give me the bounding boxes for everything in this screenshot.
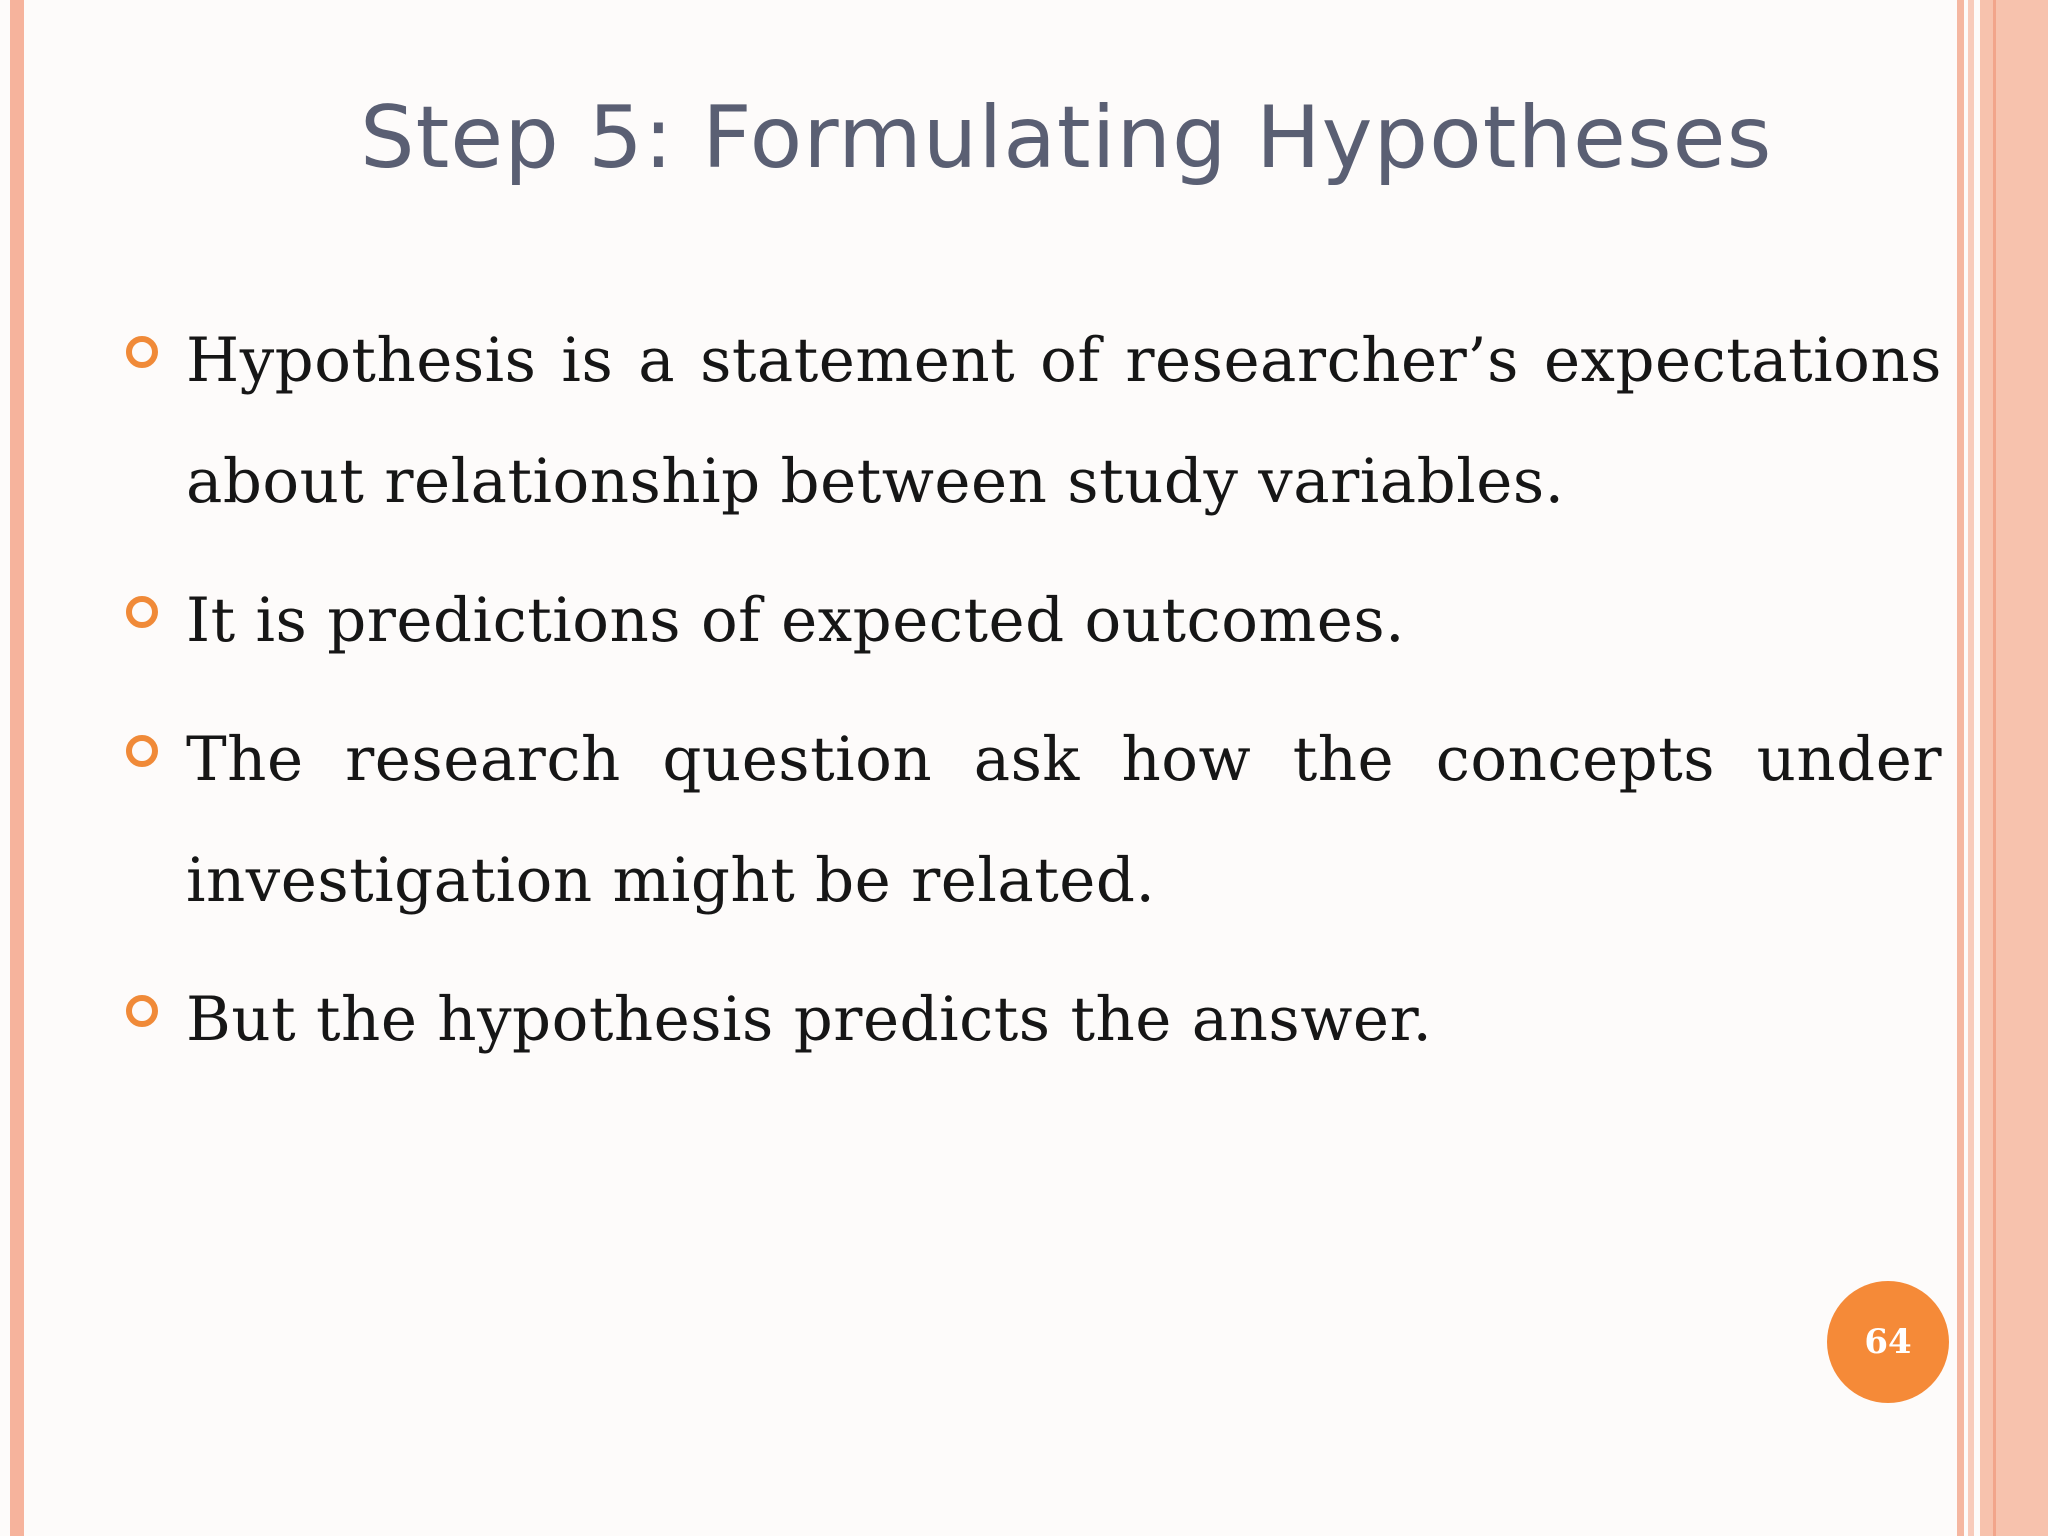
bullet-list	[126, 300, 1942, 1098]
bullet-text: But the hypothesis predicts the answer.	[186, 984, 1433, 1055]
bullet-text: It is predictions of expected outcomes.	[186, 585, 1406, 656]
left-frame-border	[10, 0, 24, 1536]
bullet-item	[126, 560, 1942, 681]
bullet-item	[126, 699, 1942, 941]
right-frame-stripe	[1968, 0, 1974, 1536]
right-frame-panel	[1980, 0, 2048, 1536]
bullet-text: Hypothesis is a statement of researcher’s expectations about relationship between study variables.	[186, 325, 1942, 517]
hollow-circle-bullet-icon	[126, 735, 158, 767]
page-number: 64	[1864, 1322, 1912, 1362]
slide-title: Step 5: Formulating Hypotheses	[360, 88, 1773, 188]
bullet-text: The research question ask how the concepts under investigation might be related.	[186, 724, 1942, 916]
hollow-circle-bullet-icon	[126, 596, 158, 628]
right-frame-stripe	[1993, 0, 1996, 1536]
right-frame-stripe	[1957, 0, 1964, 1536]
hollow-circle-bullet-icon	[126, 995, 158, 1027]
bullet-item	[126, 959, 1942, 1080]
hollow-circle-bullet-icon	[126, 336, 158, 368]
page-number-badge	[1827, 1281, 1949, 1403]
bullet-item	[126, 300, 1942, 542]
